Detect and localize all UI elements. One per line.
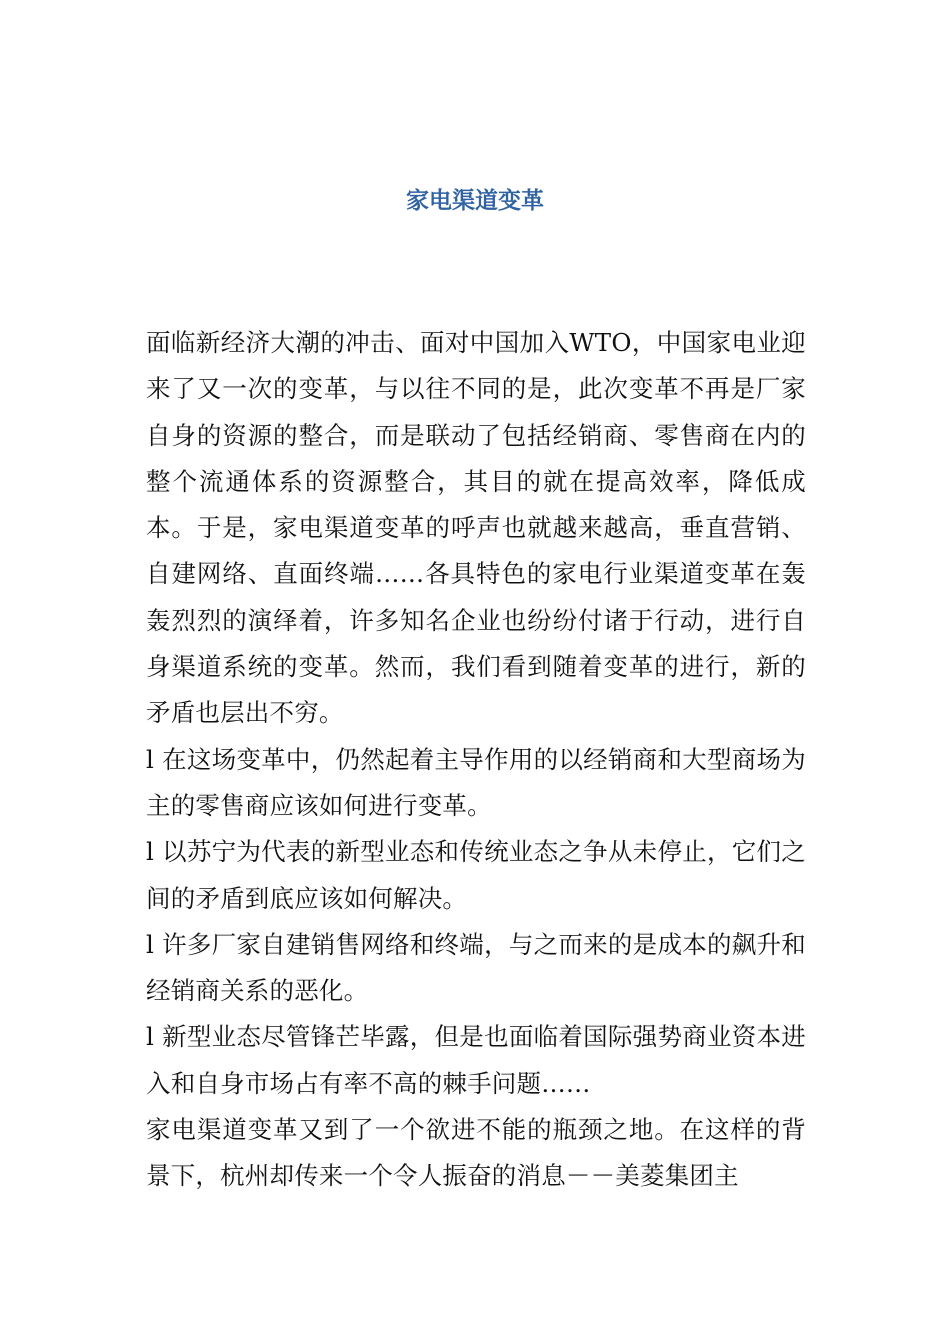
list-item-cost-rise: l 许多厂家自建销售网络和终端，与之而来的是成本的飙升和经销商关系的恶化。 [146, 929, 806, 1006]
paragraph-bottleneck: 家电渠道变革又到了一个欲进不能的瓶颈之地。在这样的背景下，杭州却传来一个令人振奋的消息－－美菱集团主 [146, 1115, 806, 1191]
list-item-new-format-issues: l 新型业态尽管锋芒毕露，但是也面临着国际强势商业资本进入和自身市场占有率不高的棘手问题…… [146, 1022, 806, 1098]
document-body [146, 320, 806, 1200]
document-title: 家电渠道变革 [406, 187, 544, 214]
list-item-format-conflict: l 以苏宁为代表的新型业态和传统业态之争从未停止，它们之间的矛盾到底应该如何解决。 [146, 837, 806, 913]
paragraph-intro: 面临新经济大潮的冲击、面对中国加入WTO，中国家电业迎来了又一次的变革，与以往不同的是，此次变革不再是厂家自身的资源的整合，而是联动了包括经销商、零售商在内的整个流通体系的资源整合，其目的就在提高效率，降低成本。于是，家电渠道变革的呼声也就越来越高，垂直营销、自建网络、直面终端……各具特色的家电行业渠道变革在轰轰烈烈的演绎着，许多知名企业也纷纷付诸于行动，进行自身渠道系统的变革。然而，我们看到随着变革的进行，新的矛盾也层出不穷。 [146, 328, 806, 728]
list-item-retailer-reform: l 在这场变革中，仍然起着主导作用的以经销商和大型商场为主的零售商应该如何进行变革。 [146, 744, 806, 820]
